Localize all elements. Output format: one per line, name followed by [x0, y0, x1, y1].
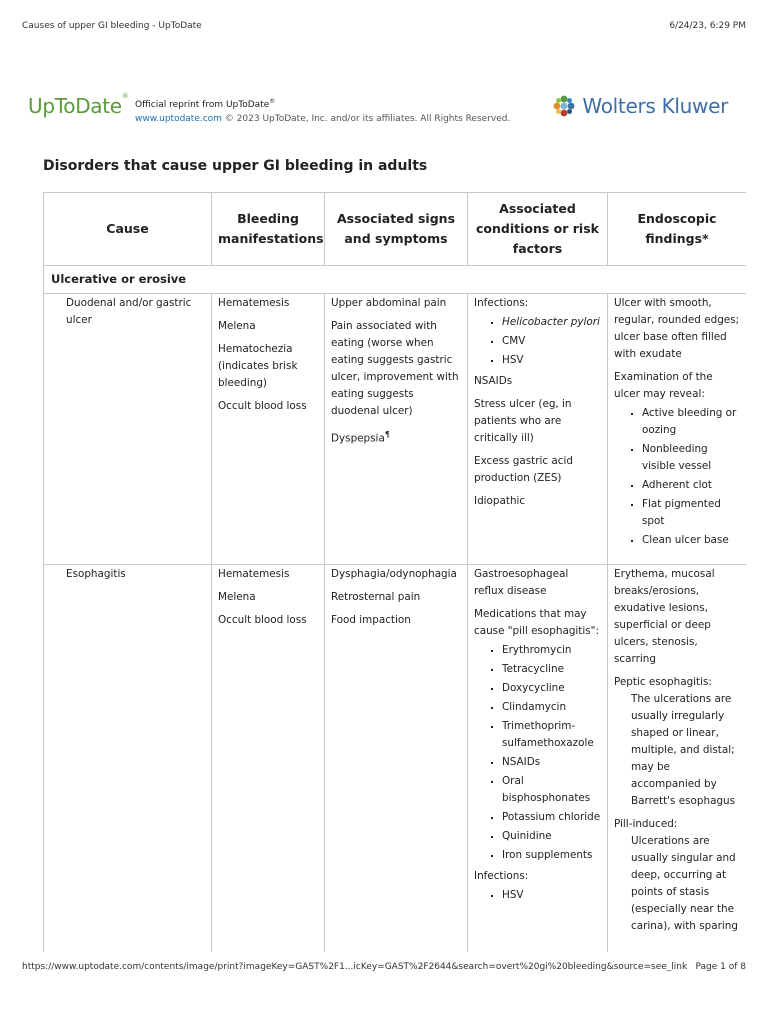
- bleeding-item: Melena: [218, 320, 256, 332]
- footnote-pilcrow-link[interactable]: ¶: [384, 430, 390, 439]
- section-row: [44, 266, 747, 294]
- finding-text: The ulcerations are usually irregularly shaped or linear, multiple, and distal; may be accompanied by Barrett's esophagus: [631, 693, 736, 807]
- sign-item: [331, 426, 461, 447]
- sign-text: Dyspepsia: [331, 432, 385, 445]
- page-title: Disorders that cause upper GI bleeding in adults: [43, 158, 428, 174]
- conditions-cell: [468, 294, 608, 565]
- bleeding-item: Occult blood loss: [218, 614, 307, 626]
- brand-header: [28, 92, 728, 128]
- cause-cell: [44, 294, 212, 565]
- findings-cell: [608, 294, 747, 565]
- list-item: ▪ Quinidine: [502, 828, 601, 845]
- conditions-label: Medications that may cause "pill esophagitis":: [474, 608, 599, 637]
- list-item: ▪ Helicobacter pylori: [502, 314, 601, 331]
- list-item: ▪ Adherent clot: [642, 477, 740, 494]
- list-item: ▪ Doxycycline: [502, 680, 601, 697]
- list-item: ▪ NSAIDs: [502, 754, 601, 771]
- wolters-kluwer-name: Wolters Kluwer: [582, 94, 728, 118]
- bleeding-cell: [212, 294, 325, 565]
- cause-cell: [44, 565, 212, 953]
- list-item: ▪ Oral bisphosphonates: [502, 773, 601, 807]
- medications-list: [474, 642, 601, 864]
- wolters-kluwer-logo[interactable]: [550, 92, 728, 120]
- table-row: [44, 565, 747, 953]
- list-item: ▪ Iron supplements: [502, 847, 601, 864]
- sign-item: Food impaction: [331, 614, 411, 626]
- finding-label: Pill-induced:: [614, 818, 678, 830]
- infections-list: [474, 314, 601, 369]
- condition-item: Gastroesophageal reflux disease: [474, 568, 569, 597]
- page-number: Page 1 of 8: [695, 962, 746, 972]
- list-item: ▪ HSV: [502, 887, 601, 904]
- list-item: ▪ Clindamycin: [502, 699, 601, 716]
- print-footer-url[interactable]: https://www.uptodate.com/contents/image/print?imageKey=GAST%2F1...icKey=GAST%2F2644&search=overt%20gi%20bleeding&source=see_link: [22, 962, 688, 972]
- reprint-notice: [135, 95, 510, 126]
- print-footer: [22, 962, 746, 972]
- bleeding-item: Hematochezia (indicates brisk bleeding): [218, 343, 298, 389]
- print-header: [22, 21, 746, 31]
- header-signs: Associated signs and symptoms: [325, 193, 468, 266]
- causes-table: [43, 192, 746, 952]
- list-item: ▪ Flat pigmented spot: [642, 496, 740, 530]
- reprint-text: Official reprint from UpToDate: [135, 100, 270, 110]
- condition-item: NSAIDs: [474, 375, 513, 387]
- logo-registered-mark: ®: [121, 92, 129, 100]
- findings-cell: [608, 565, 747, 953]
- list-item: ▪ Tetracycline: [502, 661, 601, 678]
- header-conditions: Associated conditions or risk factors: [468, 193, 608, 266]
- findings-list: [614, 405, 740, 549]
- bleeding-item: Hematemesis: [218, 568, 290, 580]
- finding-label: Examination of the ulcer may reveal:: [614, 371, 713, 400]
- cause-text: Esophagitis: [66, 568, 126, 580]
- finding-text: Erythema, mucosal breaks/erosions, exudative lesions, superficial or deep ulcers, stenosis, scarring: [614, 568, 715, 665]
- infections-list: [474, 887, 601, 904]
- list-item: ▪ Trimethoprim-sulfamethoxazole: [502, 718, 601, 752]
- uptodate-logo-text: UpToDate: [28, 94, 122, 118]
- finding-text: Ulcer with smooth, regular, rounded edges; ulcer base often filled with exudate: [614, 297, 740, 360]
- header-findings: Endoscopic findings*: [608, 193, 747, 266]
- condition-item: Stress ulcer (eg, in patients who are critically ill): [474, 398, 572, 444]
- conditions-cell: [468, 565, 608, 953]
- table-header-row: [44, 193, 747, 266]
- signs-cell: [325, 294, 468, 565]
- finding-label: Peptic esophagitis:: [614, 676, 712, 688]
- uptodate-url-link[interactable]: www.uptodate.com: [135, 114, 222, 124]
- list-item: ▪ Clean ulcer base: [642, 532, 740, 549]
- conditions-label: Infections:: [474, 870, 529, 882]
- reprint-registered-mark: ®: [269, 98, 276, 105]
- bleeding-item: Hematemesis: [218, 297, 290, 309]
- list-item: ▪ CMV: [502, 333, 601, 350]
- header-cause: Cause: [44, 193, 212, 266]
- condition-item: Excess gastric acid production (ZES): [474, 455, 573, 484]
- header-bleeding: Bleeding manifestations: [212, 193, 325, 266]
- cause-text: Duodenal and/or gastric ulcer: [66, 297, 192, 326]
- bleeding-item: Melena: [218, 591, 256, 603]
- list-item: ▪ Potassium chloride: [502, 809, 601, 826]
- causes-table-container: [43, 192, 746, 952]
- condition-item: Idiopathic: [474, 495, 526, 507]
- finding-text: Ulcerations are usually singular and deep, occurring at points of stasis (especially near the carina), with sparing: [631, 835, 738, 932]
- print-header-title: Causes of upper GI bleeding - UpToDate: [22, 21, 202, 31]
- sign-item: Dysphagia/odynophagia: [331, 568, 457, 580]
- print-header-datetime: 6/24/23, 6:29 PM: [669, 21, 746, 31]
- list-item: ▪ HSV: [502, 352, 601, 369]
- bleeding-cell: [212, 565, 325, 953]
- bleeding-item: Occult blood loss: [218, 400, 307, 412]
- section-heading: Ulcerative or erosive: [44, 266, 747, 294]
- sign-item: Pain associated with eating (worse when eating suggests gastric ulcer, improvement with eating suggests duodenal ulcer): [331, 320, 459, 417]
- copyright-text: © 2023 UpToDate, Inc. and/or its affiliates. All Rights Reserved.: [221, 114, 511, 124]
- sign-item: Upper abdominal pain: [331, 297, 447, 309]
- sign-item: Retrosternal pain: [331, 591, 421, 603]
- conditions-label: Infections:: [474, 297, 529, 309]
- uptodate-logo[interactable]: [28, 94, 129, 118]
- list-item: ▪ Erythromycin: [502, 642, 601, 659]
- signs-cell: [325, 565, 468, 953]
- list-item: ▪ Active bleeding or oozing: [642, 405, 740, 439]
- table-row: [44, 294, 747, 565]
- list-item: ▪ Nonbleeding visible vessel: [642, 441, 740, 475]
- wolters-kluwer-globe-icon: [550, 92, 578, 120]
